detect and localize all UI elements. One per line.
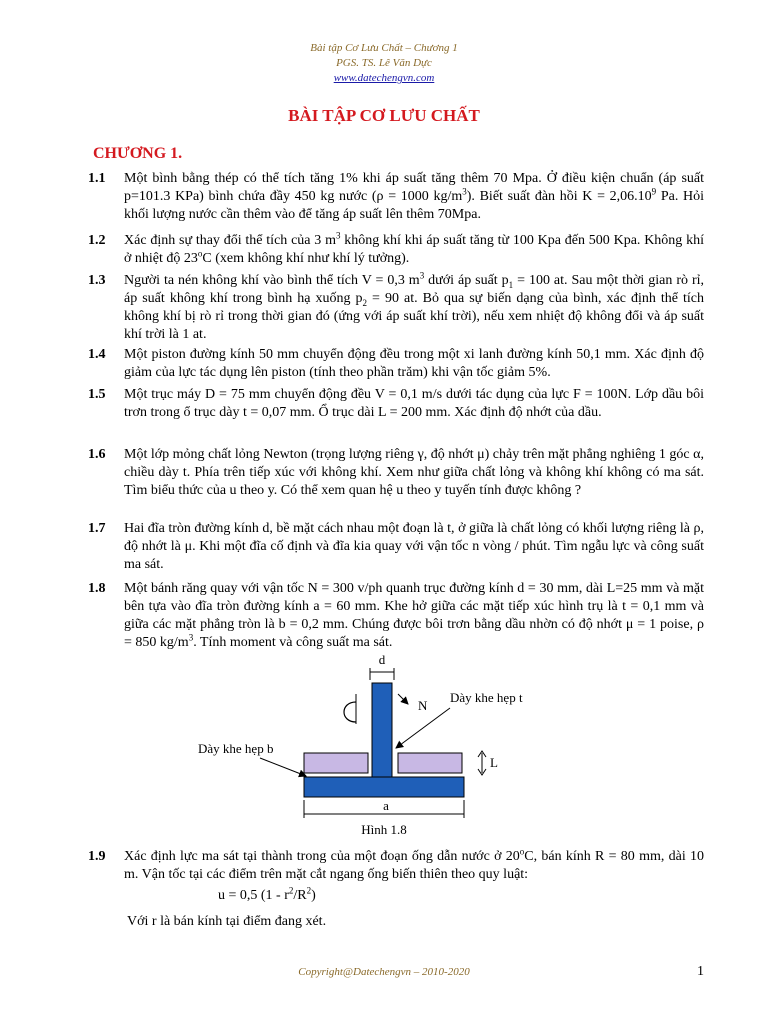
bearing-left (304, 753, 368, 773)
problem-1-6 (88, 446, 704, 500)
arrow-gap-t-icon (396, 708, 450, 748)
label-a: a (383, 798, 389, 813)
figure-caption: Hình 1.8 (361, 822, 407, 837)
arrow-gap-b-icon (260, 758, 306, 776)
problem-1-4 (88, 346, 704, 382)
page-number: 1 (697, 964, 704, 979)
problem-number: 1.3 (88, 273, 106, 288)
shaft (372, 683, 392, 778)
label-L: L (490, 755, 498, 770)
footer-copyright: Copyright@Datechengvn – 2010-2020 (298, 966, 470, 978)
problem-text: Một trục máy D = 75 mm chuyển động đều V = 0,1 m/s dưới tác dụng của lực F = 100N. Lớp dầu bôi trơn trong ổ trục dày t = 0,07 mm. Ổ trục dài L = 200 mm. Xác định độ nhớt của dầu. (124, 387, 704, 420)
figure-1-8 (180, 650, 523, 840)
problem-text: Xác định sự thay đổi thể tích của 3 $m^3$ không khí khi áp suất tăng từ 100 Kpa đến 500 Kpa. Không khí ở nhiệt độ 23$^o$C (xem không khí như khí lý tưởng). (124, 230, 704, 266)
problem-text: Một piston đường kính 50 mm chuyển động đều trong một xi lanh đường kính 50,1 mm. Xác định độ giảm của lực tác dụng lên piston (tính theo phần trăm) khi vận tốc giảm 5%. (124, 347, 704, 380)
velocity-formula: u = 0,5 $(1 - r^2/R^2)$ (218, 885, 316, 903)
problem-text: Một bình bằng thép có thể tích tăng 1% khi áp suất tăng thêm 70 Mpa. Ở điều kiện chuẩn (áp suất p=101.3 KPa) bình chứa đầy 450 kg nước (ρ = 1000 $kg/m^3$). Biết suất đàn hồi $K = 2,06.10^9$ Pa. Hỏi khối lượng nước cần thêm vào để tăng áp suất lên thêm 70Mpa. (124, 171, 704, 222)
label-gap-b: Dày khe hẹp b (198, 741, 274, 756)
problem-1-8 (88, 580, 704, 652)
rotation-arrow-icon (344, 702, 356, 722)
problem-number: 1.2 (88, 233, 106, 248)
base-disk (304, 777, 464, 797)
problem-text: Hai đĩa tròn đường kính d, bề mặt cách nhau một đoạn là t, ở giữa là chất lỏng có khối lượng riêng là ρ, độ nhớt là μ. Khi một đĩa cố định và đĩa kia quay với vận tốc n vòng / phút. Tìm ngẫu lực và công suất ma sát. (124, 521, 704, 572)
problem-number: 1.7 (88, 521, 106, 536)
problem-1-9 (88, 848, 704, 884)
label-gap-t: Dày khe hẹp t (450, 690, 523, 705)
label-d: d (378, 652, 386, 667)
problem-text: Một lớp mỏng chất lỏng Newton (trọng lượng riêng γ, độ nhớt μ) chảy trên mặt phẳng nghiêng 1 góc α, chiều dày t. Phía trên tiếp xúc với không khí. Xem như giữa chất lỏng và không khí không có ma sát. Tìm biểu thức của u theo y. Có thể xem quan hệ u theo y tuyến tính được không ? (124, 447, 704, 498)
problem-1-1 (88, 170, 704, 224)
label-N: N (418, 698, 428, 713)
header-course: Bài tập Cơ Lưu Chất – Chương 1 (310, 42, 458, 54)
problem-text: Một bánh răng quay với vận tốc N = 300 v/ph quanh trục đường kính d = 30 mm, dài L=25 mm và mặt bên tựa vào đĩa tròn đường kính a = 60 mm. Khe hở giữa các mặt tiếp xúc hình trụ là t = 0,1 mm và giữa các mặt phẳng tròn là b = 0,2 mm. Chúng được bôi trơn bằng dầu nhờn có độ nhớt μ = 1 poise, ρ = 850 $kg/m^3$. Tính moment và công suất ma sát. (124, 581, 704, 650)
problem-number: 1.8 (88, 581, 106, 596)
problem-number: 1.5 (88, 387, 106, 402)
chapter-heading: CHƯƠNG 1. (93, 145, 183, 162)
formula-note: Với r là bán kính tại điểm đang xét. (127, 914, 327, 929)
problem-1-3 (88, 272, 704, 344)
problem-number: 1.9 (88, 849, 106, 864)
header-url-link[interactable]: www.datechengvn.com (333, 72, 435, 84)
document-title: BÀI TẬP CƠ LƯU CHẤT (288, 106, 480, 125)
problem-number: 1.6 (88, 447, 106, 462)
problem-number: 1.1 (88, 171, 106, 186)
problem-1-7 (88, 520, 704, 574)
bearing-right (398, 753, 462, 773)
problem-number: 1.4 (88, 347, 106, 362)
problem-text: Xác định lực ma sát tại thành trong của một đoạn ống dẫn nước ở 20$^o$C, bán kính R = 80 mm, dài 10 m. Vận tốc tại các điểm trên mặt cắt ngang ống biến thiên theo quy luật: (124, 846, 705, 882)
problem-1-2 (88, 232, 704, 268)
problem-text: Người ta nén không khí vào bình thể tích V = 0,3 $m^3$ dưới áp suất $p_1 = 100$ at. Sau một thời gian rò rỉ, áp suất không khí trong bình hạ xuống $p_2 = 90$ at. Bỏ qua sự biến dạng của bình, xác định thể tích không khí bị rò rỉ trong thời gian đó (ứng với áp suất khí trời), nếu xem nhiệt độ không đổi và áp suất khí trời là 1 at. (124, 270, 704, 342)
header-author: PGS. TS. Lê Văn Dực (336, 57, 432, 69)
problem-1-5 (88, 386, 704, 422)
arrow-N-icon (398, 694, 408, 704)
